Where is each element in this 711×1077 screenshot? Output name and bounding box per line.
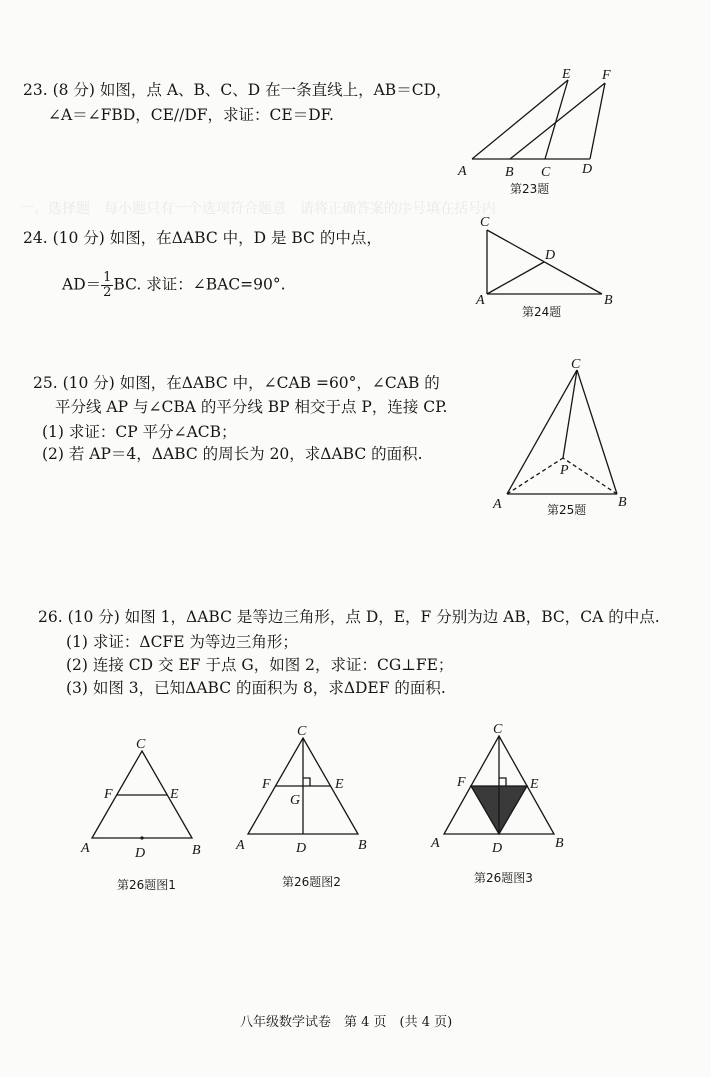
q26-f3-label-C: C [493,722,503,737]
q26-f1-label-F: F [104,787,113,802]
q25-part2: (2) 若 AP＝4，ΔABC 的周长为 20，求ΔABC 的面积. [42,445,423,463]
q24-label-D: D [545,248,556,263]
q25-figure [490,356,640,521]
q25-line-AP [507,458,563,494]
q24-label-B: B [604,293,613,308]
q26-f1-label-A: A [81,841,90,856]
q26-f2-caption: 第26题图2 [282,875,341,889]
q26-f3-label-D: D [492,841,503,856]
q24-ad-post: BC. 求证：∠BAC=90°. [113,275,286,294]
q25-line-BP [563,458,617,494]
q23-line2: ∠A＝∠FBD，CE//DF，求证：CE＝DF. [48,106,334,124]
q26-f3-label-F: F [457,775,466,790]
q24-label-A: A [476,293,485,308]
q23-label-C: C [541,165,551,180]
q26-f1-label-B: B [192,843,201,858]
q26-f3-label-A: A [431,836,440,851]
q26-f2-label-E: E [335,777,344,792]
q26-f2-label-F: F [262,777,271,792]
q25-line1: 25. (10 分) 如图，在ΔABC 中，∠CAB =60°，∠CAB 的 [33,374,440,392]
q26-figure2 [232,718,382,890]
q23-line1: 23. (8 分) 如图，点 A、B、C、D 在一条直线上，AB＝CD， [23,81,452,99]
q24-figure [476,212,626,322]
bleed-through-text: 一、选择题 每小题只有一个选项符合题意 请将正确答案的序号填在括号内 [20,201,496,217]
q25-line2: 平分线 AP 与∠CBA 的平分线 BP 相交于点 P，连接 CP. [55,398,448,416]
q24-caption: 第24题 [522,305,562,319]
q26-f1-label-D: D [135,846,146,861]
q23-line-BF [510,83,605,159]
q26-f3-label-B: B [555,836,564,851]
q26-f2-label-D: D [296,841,307,856]
q23-label-E: E [562,67,571,82]
q25-label-C: C [571,357,581,372]
q25-label-P: P [560,463,569,478]
q26-f1-label-C: C [136,737,146,752]
q23-label-A: A [458,164,467,179]
page-footer: 八年级数学试卷 第 4 页 (共 4 页) [240,1015,453,1030]
q23-line-EC [545,80,568,159]
q25-line-CB [577,370,617,494]
q23-label-B: B [505,165,514,180]
q26-f2-label-B: B [358,838,367,853]
q26-part1: (1) 求证：ΔCFE 为等边三角形； [66,633,298,651]
q23-line-FD [590,83,605,159]
q26-f2-label-C: C [297,724,307,739]
q25-label-B: B [618,495,627,510]
q24-line-AD [487,262,544,294]
q23-figure [450,65,620,200]
q26-f3-right-angle [499,778,506,786]
q26-f3-label-E: E [530,777,539,792]
q23-label-F: F [602,68,611,83]
q23-line-AE [472,80,568,159]
q24-frac-num: 1 [103,270,112,285]
q25-label-A: A [493,497,502,512]
q26-f2-label-G: G [290,793,301,808]
q26-part3: (3) 如图 3，已知ΔABC 的面积为 8，求ΔDEF 的面积. [66,679,446,697]
q24-fraction [101,271,113,300]
q24-frac-den: 2 [103,285,112,300]
q26-f1-label-E: E [170,787,179,802]
q24-line1: 24. (10 分) 如图，在ΔABC 中，D 是 BC 的中点， [23,229,382,247]
q25-part1: (1) 求证：CP 平分∠ACB； [42,423,237,441]
q23-caption: 第23题 [510,182,550,196]
q26-f2-label-A: A [236,838,245,853]
q26-f2-right-angle [303,778,310,786]
q26-part2: (2) 连接 CD 交 EF 于点 G，如图 2，求证：CG⊥FE； [66,656,454,674]
q24-ad-pre: AD＝ [62,275,102,294]
q23-label-D: D [582,162,593,177]
q26-f1-point-D [140,836,143,839]
q25-caption: 第25题 [547,503,587,517]
q26-f3-caption: 第26题图3 [474,871,533,885]
q26-f1-caption: 第26题图1 [117,878,176,892]
q24-equation [62,271,286,300]
q24-label-C: C [480,215,490,230]
q26-line1: 26. (10 分) 如图 1，ΔABC 是等边三角形，点 D，E，F 分别为边 AB，BC，CA 的中点. [38,608,660,626]
q26-figure3 [428,716,578,888]
q26-figure1 [75,730,215,895]
